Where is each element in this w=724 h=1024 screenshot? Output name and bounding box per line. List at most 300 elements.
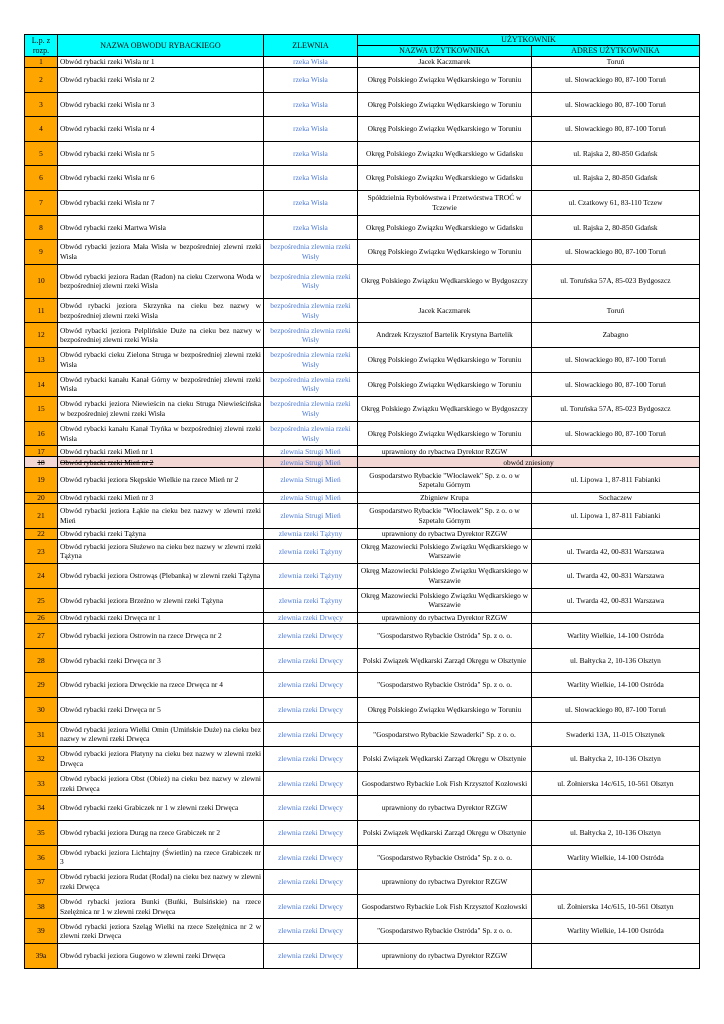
table-row	[25, 870, 700, 895]
row-lp-cell	[25, 698, 58, 723]
row-lp-cell	[25, 845, 58, 870]
district-name-cell	[58, 698, 264, 723]
user-name-cell	[358, 347, 532, 372]
catchment-cell	[264, 141, 358, 166]
catchment-cell	[264, 215, 358, 240]
district-name-cell	[58, 323, 264, 348]
row-lp-cell	[25, 468, 58, 493]
catchment-cell	[264, 264, 358, 298]
user-address-cell-text: Toruń	[606, 305, 625, 315]
district-name-cell	[58, 190, 264, 215]
row-lp-cell	[25, 722, 58, 747]
row-lp-cell	[25, 298, 58, 323]
row-lp-cell-text: 31	[37, 729, 45, 739]
user-address-cell	[532, 492, 700, 503]
catchment-cell-text: bezpośrednia zlewnia rzeki Wisły	[270, 374, 351, 394]
user-name-cell-text: Andrzek Krzysztof Bartelik Krystyna Bartelik	[376, 330, 513, 340]
row-lp-cell-text: 23	[37, 546, 45, 556]
row-lp-cell	[25, 648, 58, 673]
catchment-cell	[264, 68, 358, 93]
table-row	[25, 944, 700, 969]
status-merged-cell-text: obwód zniesiony	[503, 457, 554, 467]
row-lp-cell-text: 14	[37, 379, 45, 389]
user-address-cell-text: ul. Bałtycka 2, 10-136 Olsztyn	[570, 754, 661, 764]
user-name-cell	[358, 673, 532, 698]
user-name-cell	[358, 747, 532, 772]
catchment-cell-text: zlewnia rzeki Tążyny	[278, 546, 343, 556]
user-address-cell	[532, 673, 700, 698]
catchment-cell-text: zlewnia rzeki Drwęcy	[278, 754, 343, 764]
district-name-cell	[58, 624, 264, 649]
table-row	[25, 919, 700, 944]
user-address-cell	[532, 613, 700, 624]
table-row	[25, 673, 700, 698]
user-address-cell	[532, 372, 700, 397]
row-lp-cell	[25, 944, 58, 969]
district-name-cell-text: Obwód rybacki jeziora Radan (Radon) na cieku Czerwona Woda w bezpośredniej zlewni rzeki Wisła	[60, 271, 261, 291]
user-address-cell-text: ul. Słowackiego 80, 87-100 Toruń	[565, 75, 666, 84]
user-address-cell	[532, 503, 700, 528]
catchment-cell	[264, 492, 358, 503]
catchment-cell	[264, 468, 358, 493]
table-row	[25, 68, 700, 93]
table-row	[25, 894, 700, 919]
catchment-cell-text: zlewnia rzeki Drwęcy	[278, 852, 343, 862]
district-name-cell	[58, 528, 264, 539]
user-name-cell-text: Okręg Polskiego Związku Wędkarskiego w Gdańsku	[366, 222, 523, 232]
row-lp-cell-text: 2	[39, 75, 43, 84]
user-name-cell-text: Okręg Polskiego Związku Wędkarskiego w Toruniu	[367, 705, 522, 715]
catchment-cell-text: bezpośrednia zlewnia rzeki Wisły	[270, 325, 351, 345]
user-name-cell-text: Okręg Polskiego Związku Wędkarskiego w Toruniu	[367, 354, 522, 364]
user-address-cell-text: Swaderki 13A, 11-015 Olsztynek	[566, 729, 665, 739]
catchment-cell	[264, 673, 358, 698]
table-row	[25, 821, 700, 846]
user-name-cell	[358, 796, 532, 821]
row-lp-cell-text: 39a	[35, 951, 47, 960]
catchment-cell	[264, 722, 358, 747]
catchment-cell-text: zlewnia Strugi Mień	[280, 475, 341, 485]
district-name-cell	[58, 564, 264, 589]
row-lp-cell-text: 24	[37, 571, 45, 581]
user-name-cell	[358, 845, 532, 870]
district-name-cell	[58, 68, 264, 93]
user-address-cell-text: ul. Słowackiego 80, 87-100 Toruń	[565, 124, 666, 134]
table-row	[25, 215, 700, 240]
user-address-cell-text: ul. Słowackiego 80, 87-100 Toruń	[565, 247, 666, 257]
district-name-cell-text: Obwód rybacki jeziora Szeląg Wielki na rzece Szelężnica nr 2 w zlewni rzeki Drwęca	[60, 921, 261, 941]
user-address-cell	[532, 539, 700, 564]
catchment-cell-text: zlewnia rzeki Drwęcy	[278, 877, 343, 887]
row-lp-cell	[25, 68, 58, 93]
user-name-cell-text: Gospodarstwo Rybackie "Włocławek" Sp. z o. o w Szpetalu Górnym	[369, 470, 520, 490]
district-name-cell-text: Obwód rybacki jeziora Gugowo w zlewni rzeki Drwęca	[60, 951, 226, 960]
district-name-cell-text: Obwód rybacki jeziora Niewieścin na cieku Struga Niewieścińska w bezpośredniej zlewni rzeki Wisła	[60, 399, 261, 418]
district-name-cell	[58, 894, 264, 919]
user-name-cell	[358, 323, 532, 348]
user-name-cell	[358, 117, 532, 142]
district-name-cell-text: Obwód rybacki rzeki Wisła nr 1	[60, 57, 155, 67]
catchment-cell	[264, 190, 358, 215]
catchment-cell	[264, 747, 358, 772]
header-user-name: NAZWA UŻYTKOWNIKA	[358, 46, 532, 57]
catchment-cell	[264, 564, 358, 589]
row-lp-cell	[25, 397, 58, 422]
catchment-cell-text: zlewnia rzeki Drwęcy	[278, 705, 343, 715]
row-lp-cell	[25, 564, 58, 589]
table-row	[25, 298, 700, 323]
district-name-cell-text: Obwód rybacki kanału Kanał Tryńka w bezpośredniej zlewni rzeki Wisła	[60, 423, 261, 443]
user-name-cell	[358, 722, 532, 747]
district-name-cell	[58, 264, 264, 298]
row-lp-cell-text: 27	[37, 631, 45, 641]
catchment-cell	[264, 821, 358, 846]
row-lp-cell-text: 4	[39, 124, 43, 134]
district-name-cell-text: Obwód rybacki jeziora Łąkie na cieku bez nazwy w zlewni rzeki Mień	[60, 506, 261, 525]
district-name-cell	[58, 821, 264, 846]
row-lp-cell-text: 32	[37, 754, 45, 764]
district-name-cell-text: Obwód rybacki jeziora Brzeźno w zlewni rzeki Tążyna	[60, 595, 224, 605]
row-lp-cell-text: 36	[37, 852, 45, 862]
table-row	[25, 468, 700, 493]
table-row	[25, 747, 700, 772]
table-row	[25, 92, 700, 117]
row-lp-cell	[25, 528, 58, 539]
catchment-cell-text: zlewnia rzeki Tążyny	[278, 595, 343, 605]
row-lp-cell	[25, 503, 58, 528]
catchment-cell-text: rzeka Wisła	[293, 222, 328, 232]
user-name-cell-text: Okręg Polskiego Związku Wędkarskiego w Gdańsku	[366, 148, 523, 158]
district-name-cell-text: Obwód rybacki rzeki Tążyna	[60, 528, 146, 538]
user-name-cell-text: Okręg Polskiego Związku Wędkarskiego w Gdańsku	[366, 173, 523, 183]
district-name-cell	[58, 673, 264, 698]
district-name-cell-text: Obwód rybacki jeziora Lichtajny (Świetlin) na rzece Grabiczek nr 3	[60, 847, 261, 867]
row-lp-cell-text: 9	[39, 247, 43, 257]
catchment-cell	[264, 919, 358, 944]
table-row	[25, 141, 700, 166]
row-lp-cell-text: 18	[37, 457, 45, 467]
user-name-cell	[358, 141, 532, 166]
row-lp-cell	[25, 117, 58, 142]
user-address-cell	[532, 264, 700, 298]
user-address-cell	[532, 240, 700, 265]
catchment-cell-text: zlewnia rzeki Tążyny	[278, 571, 343, 581]
row-lp-cell	[25, 919, 58, 944]
user-address-cell-text: ul. Słowackiego 80, 87-100 Toruń	[565, 99, 666, 109]
catchment-cell	[264, 503, 358, 528]
row-lp-cell	[25, 92, 58, 117]
catchment-cell-text: zlewnia rzeki Drwęcy	[278, 778, 343, 788]
user-address-cell	[532, 648, 700, 673]
header-lp: L.p. z rozp.	[25, 35, 58, 57]
catchment-cell	[264, 347, 358, 372]
user-name-cell-text: Okręg Polskiego Związku Wędkarskiego w Bydgoszczy	[361, 276, 528, 286]
user-address-cell	[532, 564, 700, 589]
district-name-cell-text: Obwód rybacki rzeki Wisła nr 2	[60, 75, 155, 84]
district-name-cell-text: Obwód rybacki rzeki Wisła nr 3	[60, 99, 155, 109]
user-name-cell	[358, 771, 532, 796]
table-row	[25, 264, 700, 298]
catchment-cell-text: bezpośrednia zlewnia rzeki Wisły	[270, 271, 351, 291]
district-name-cell-text: Obwód rybacki cieku Zielona Struga w bezpośredniej zlewni rzeki Wisła	[60, 350, 261, 369]
row-lp-cell-text: 35	[37, 828, 45, 838]
user-address-cell	[532, 117, 700, 142]
district-name-cell	[58, 240, 264, 265]
user-name-cell	[358, 648, 532, 673]
catchment-cell	[264, 421, 358, 446]
user-name-cell	[358, 264, 532, 298]
row-lp-cell-text: 6	[39, 173, 43, 183]
table-row	[25, 57, 700, 68]
district-name-cell	[58, 845, 264, 870]
user-address-cell	[532, 446, 700, 457]
district-name-cell-text: Obwód rybacki jeziora Durąg na rzece Grabiczek nr 2	[60, 828, 221, 838]
row-lp-cell-text: 29	[37, 680, 45, 690]
row-lp-cell-text: 37	[37, 877, 45, 887]
catchment-cell	[264, 944, 358, 969]
row-lp-cell-text: 12	[37, 330, 45, 340]
user-address-cell-text: ul. Lipowa 1, 87-811 Fabianki	[570, 475, 661, 485]
row-lp-cell-text: 13	[37, 354, 45, 364]
row-lp-cell-text: 21	[37, 510, 45, 520]
row-lp-cell	[25, 539, 58, 564]
row-lp-cell-text: 28	[37, 655, 45, 665]
catchment-cell-text: zlewnia Strugi Mień	[280, 510, 341, 520]
user-name-cell	[358, 539, 532, 564]
catchment-cell	[264, 588, 358, 613]
user-name-cell-text: Okręg Polskiego Związku Wędkarskiego w Toruniu	[367, 247, 522, 257]
catchment-cell	[264, 624, 358, 649]
district-name-cell	[58, 771, 264, 796]
user-address-cell-text: Warlity Wielkie, 14-100 Ostróda	[567, 631, 664, 641]
row-lp-cell	[25, 894, 58, 919]
user-name-cell-text: Polski Związek Wędkarski Zarząd Okręgu w Olsztynie	[362, 828, 527, 838]
catchment-cell-text: zlewnia rzeki Tążyny	[278, 528, 343, 538]
user-address-cell-text: ul. Słowackiego 80, 87-100 Toruń	[565, 705, 666, 715]
user-name-cell	[358, 564, 532, 589]
user-name-cell	[358, 190, 532, 215]
row-lp-cell	[25, 771, 58, 796]
user-address-cell	[532, 821, 700, 846]
user-name-cell-text: Okręg Polskiego Związku Wędkarskiego w Toruniu	[367, 428, 522, 438]
user-address-cell-text: ul. Toruńska 57A, 85-023 Bydgoszcz	[560, 404, 671, 414]
table-row	[25, 503, 700, 528]
row-lp-cell-text: 5	[39, 148, 43, 158]
catchment-cell-text: rzeka Wisła	[293, 99, 328, 109]
user-name-cell-text: uprawniony do rybactwa Dyrektor RZGW	[381, 877, 508, 887]
user-address-cell-text: ul. Bałtycka 2, 10-136 Olsztyn	[570, 655, 661, 665]
table-row	[25, 564, 700, 589]
user-address-cell	[532, 166, 700, 191]
row-lp-cell	[25, 347, 58, 372]
district-name-cell	[58, 397, 264, 422]
user-name-cell	[358, 503, 532, 528]
district-name-cell-text: Obwód rybacki rzeki Drwęca nr 1	[60, 613, 161, 623]
user-address-cell	[532, 528, 700, 539]
district-name-cell	[58, 166, 264, 191]
district-name-cell-text: Obwód rybacki rzeki Wisła nr 6	[60, 173, 155, 183]
user-address-cell	[532, 347, 700, 372]
user-address-cell	[532, 397, 700, 422]
district-name-cell	[58, 468, 264, 493]
user-address-cell	[532, 722, 700, 747]
user-address-cell	[532, 796, 700, 821]
district-name-cell	[58, 421, 264, 446]
table-row	[25, 539, 700, 564]
district-name-cell-text: Obwód rybacki kanału Kanał Górny w bezpośredniej zlewni rzeki Wisła	[60, 374, 261, 394]
catchment-cell	[264, 298, 358, 323]
catchment-cell	[264, 698, 358, 723]
catchment-cell	[264, 166, 358, 191]
row-lp-cell-text: 15	[37, 404, 45, 414]
catchment-cell	[264, 117, 358, 142]
user-address-cell-text: ul. Żołnierska 14c/615, 10-561 Olsztyn	[557, 778, 674, 788]
district-name-cell	[58, 298, 264, 323]
row-lp-cell	[25, 57, 58, 68]
district-name-cell	[58, 747, 264, 772]
user-address-cell-text: Zabagno	[602, 330, 629, 340]
catchment-cell-text: zlewnia rzeki Drwęcy	[278, 803, 343, 813]
district-name-cell-text: Obwód rybacki jeziora Rudat (Rodal) na cieku bez nazwy w zlewni rzeki Drwęca	[60, 872, 261, 892]
district-name-cell-text: Obwód rybacki rzeki Mień nr 3	[60, 493, 154, 503]
row-lp-cell	[25, 215, 58, 240]
district-name-cell-text: Obwód rybacki jeziora Pelplińskie Duże na cieku bez nazwy w bezpośredniej zlewni rzeki Wisła	[60, 325, 261, 345]
row-lp-cell-text: 10	[37, 276, 45, 286]
catchment-cell	[264, 870, 358, 895]
user-address-cell-text: Warlity Wielkie, 14-100 Ostróda	[567, 926, 664, 936]
user-address-cell-text: ul. Twarda 42, 00-831 Warszawa	[566, 571, 665, 581]
user-address-cell	[532, 919, 700, 944]
district-name-cell-text: Obwód rybacki jeziora Drwęckie na rzece Drwęca nr 4	[60, 680, 223, 690]
row-lp-cell-text: 30	[37, 705, 45, 715]
user-address-cell-text: Sochaczew	[598, 493, 633, 503]
user-address-cell	[532, 870, 700, 895]
table-row	[25, 397, 700, 422]
table-row	[25, 446, 700, 457]
user-address-cell-text: ul. Twarda 42, 00-831 Warszawa	[566, 595, 665, 605]
catchment-cell	[264, 372, 358, 397]
user-name-cell-text: Okręg Polskiego Związku Wędkarskiego w Toruniu	[367, 124, 522, 134]
user-name-cell	[358, 397, 532, 422]
user-name-cell-text: Zbigniew Krupa	[420, 493, 469, 503]
user-name-cell-text: Okręg Polskiego Związku Wędkarskiego w Toruniu	[367, 379, 522, 389]
user-name-cell	[358, 624, 532, 649]
catchment-cell-text: bezpośrednia zlewnia rzeki Wisły	[270, 399, 351, 418]
catchment-cell	[264, 397, 358, 422]
user-address-cell-text: Warlity Wielkie, 14-100 Ostróda	[567, 852, 664, 862]
catchment-cell	[264, 539, 358, 564]
district-name-cell	[58, 503, 264, 528]
row-lp-cell-text: 17	[37, 446, 45, 456]
catchment-cell	[264, 92, 358, 117]
catchment-cell	[264, 613, 358, 624]
district-name-cell	[58, 92, 264, 117]
row-lp-cell-text: 11	[37, 305, 45, 315]
user-name-cell-text: uprawniony do rybactwa Dyrektor RZGW	[381, 951, 508, 960]
row-lp-cell	[25, 457, 58, 468]
user-name-cell	[358, 421, 532, 446]
user-address-cell	[532, 747, 700, 772]
table-row	[25, 190, 700, 215]
catchment-cell-text: rzeka Wisła	[293, 197, 328, 207]
row-lp-cell	[25, 264, 58, 298]
catchment-cell	[264, 57, 358, 68]
user-name-cell-text: Gospodarstwo Rybackie "Włocławek" Sp. z o. o w Szpetalu Górnym	[369, 506, 520, 525]
table-row	[25, 588, 700, 613]
user-name-cell-text: Gospodarstwo Rybackie Lok Fish Krzysztof Kozłowski	[361, 901, 528, 911]
district-name-cell	[58, 588, 264, 613]
catchment-cell	[264, 796, 358, 821]
user-name-cell	[358, 588, 532, 613]
row-lp-cell	[25, 796, 58, 821]
header-user-group: UŻYTKOWNIK	[358, 35, 700, 46]
district-name-cell-text: Obwód rybacki jeziora Płatyny na cieku bez nazwy w zlewni rzeki Drwęca	[60, 749, 261, 769]
user-name-cell-text: "Gospodarstwo Rybackie Ostróda" Sp. z o. o.	[377, 926, 512, 936]
user-address-cell	[532, 588, 700, 613]
table-row	[25, 323, 700, 348]
user-address-cell-text: ul. Twarda 42, 00-831 Warszawa	[566, 546, 665, 556]
user-address-cell-text: ul. Słowackiego 80, 87-100 Toruń	[565, 354, 666, 364]
catchment-cell	[264, 894, 358, 919]
table-row	[25, 457, 700, 468]
header-catchment: ZLEWNIA	[264, 35, 358, 57]
catchment-cell-text: zlewnia rzeki Drwęcy	[278, 828, 343, 838]
user-name-cell-text: Okręg Polskiego Związku Wędkarskiego w Toruniu	[367, 75, 522, 84]
user-address-cell-text: ul. Słowackiego 80, 87-100 Toruń	[565, 428, 666, 438]
user-name-cell	[358, 698, 532, 723]
user-address-cell-text: ul. Rajska 2, 80-850 Gdańsk	[573, 222, 658, 232]
row-lp-cell	[25, 588, 58, 613]
catchment-cell-text: zlewnia rzeki Drwęcy	[278, 631, 343, 641]
district-name-cell-text: Obwód rybacki jeziora Służewo na cieku bez nazwy w zlewni rzeki Tążyna	[60, 541, 261, 561]
catchment-cell-text: zlewnia rzeki Drwęcy	[278, 926, 343, 936]
user-name-cell-text: uprawniony do rybactwa Dyrektor RZGW	[381, 528, 508, 538]
catchment-cell-text: rzeka Wisła	[293, 57, 328, 67]
user-name-cell	[358, 166, 532, 191]
user-name-cell-text: "Gospodarstwo Rybackie Ostróda" Sp. z o. o.	[377, 680, 512, 690]
row-lp-cell-text: 38	[37, 901, 45, 911]
user-address-cell-text: Toruń	[606, 57, 625, 67]
row-lp-cell	[25, 190, 58, 215]
user-name-cell	[358, 68, 532, 93]
user-address-cell	[532, 323, 700, 348]
table-row	[25, 421, 700, 446]
row-lp-cell-text: 26	[37, 613, 45, 623]
user-name-cell-text: uprawniony do rybactwa Dyrektor RZGW	[381, 803, 508, 813]
catchment-cell-text: rzeka Wisła	[293, 173, 328, 183]
table-row	[25, 492, 700, 503]
row-lp-cell	[25, 446, 58, 457]
user-address-cell	[532, 894, 700, 919]
catchment-cell-text: zlewnia rzeki Drwęcy	[278, 613, 343, 623]
user-name-cell-text: "Gospodarstwo Rybackie Ostróda" Sp. z o. o.	[377, 852, 512, 862]
user-address-cell	[532, 944, 700, 969]
user-address-cell	[532, 57, 700, 68]
catchment-cell-text: zlewnia Strugi Mień	[280, 446, 341, 456]
catchment-cell	[264, 771, 358, 796]
district-name-cell-text: Obwód rybacki rzeki Mień nr 1	[60, 446, 154, 456]
user-name-cell	[358, 528, 532, 539]
table-row	[25, 722, 700, 747]
user-address-cell	[532, 624, 700, 649]
district-name-cell	[58, 117, 264, 142]
user-name-cell-text: "Gospodarstwo Rybackie Szwaderki" Sp. z o. o.	[373, 729, 516, 739]
district-name-cell	[58, 648, 264, 673]
row-lp-cell	[25, 166, 58, 191]
user-name-cell	[358, 372, 532, 397]
catchment-cell	[264, 528, 358, 539]
user-address-cell-text: ul. Toruńska 57A, 85-023 Bydgoszcz	[560, 276, 671, 286]
